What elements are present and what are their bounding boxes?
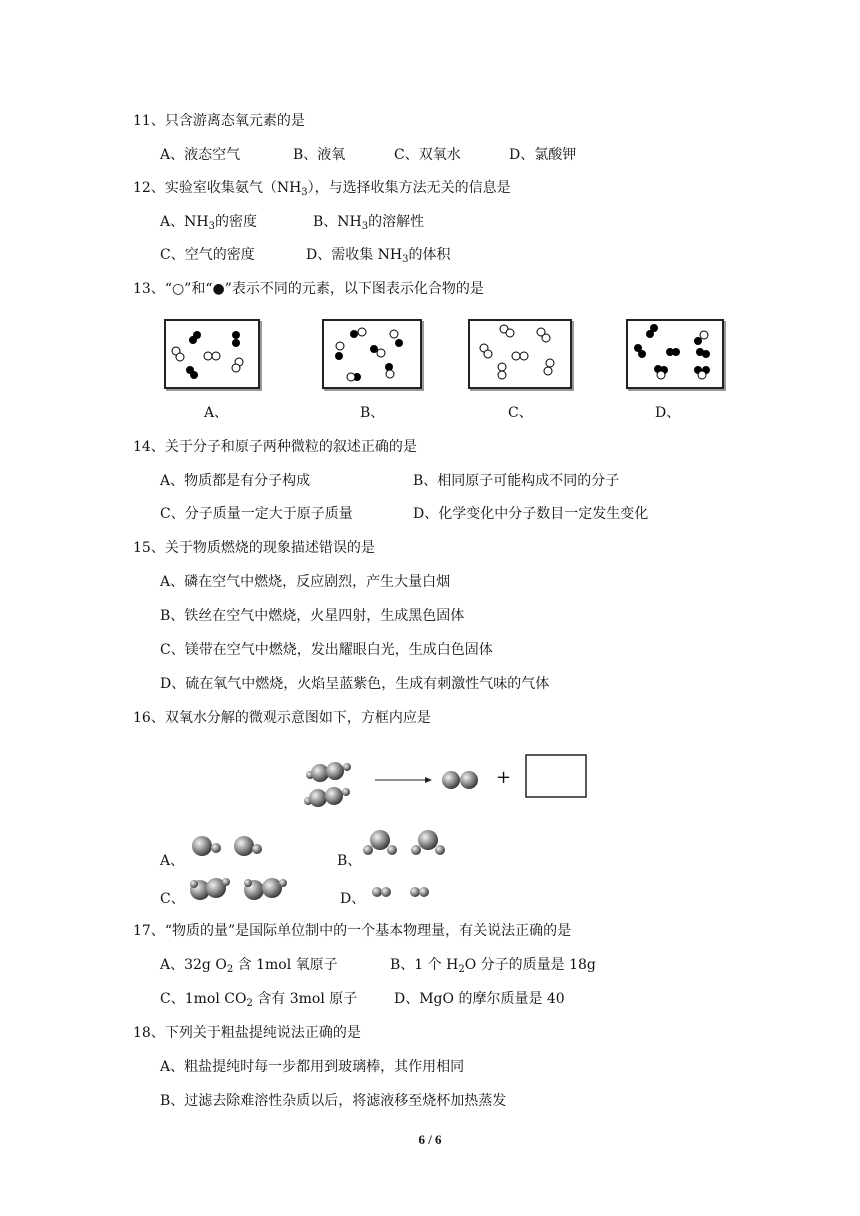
q16-label-d: D、 — [340, 891, 366, 907]
q12-option-b: B、$NH_3$的溶解性 — [313, 214, 425, 232]
answer-box — [526, 755, 586, 797]
page-number: 6 / 6 — [418, 1132, 442, 1147]
q16-stem: 16、双氧水分解的微观示意图如下，方框内应是 — [133, 710, 431, 726]
q14-stem: 14、关于分子和原子两种微粒的叙述正确的是 — [133, 439, 417, 455]
q11-option-b: B、液氧 — [293, 147, 346, 163]
q16-label-b: B、 — [337, 853, 362, 869]
q16-option-c-molecules — [188, 874, 298, 904]
q13-figure-a — [164, 319, 260, 389]
q13-label-b: B、 — [360, 405, 385, 421]
q18-option-a: A、粗盐提纯时每一步都用到玻璃棒，其作用相同 — [160, 1059, 465, 1075]
q16-reaction-diagram — [298, 750, 608, 820]
q17-option-c: C、1mol $CO_2$ 含有 3mol 原子 — [160, 991, 358, 1009]
q18-option-b: B、过滤去除难溶性杂质以后，将滤液移至烧杯加热蒸发 — [160, 1093, 507, 1109]
q15-option-b: B、铁丝在空气中燃烧，火星四射，生成黑色固体 — [160, 608, 465, 624]
q13-stem: 13、“○”和“●”表示不同的元素，以下图表示化合物的是 — [133, 281, 484, 297]
q12-option-a: A、$NH_3$的密度 — [160, 214, 257, 232]
q11-option-d: D、氯酸钾 — [509, 147, 577, 163]
molecule-diagram-d — [628, 321, 722, 387]
plus-sign: + — [496, 767, 512, 788]
o2-molecule — [442, 771, 478, 789]
q17-option-d: D、MgO 的摩尔质量是 40 — [394, 991, 565, 1007]
q11-option-c: C、双氧水 — [394, 147, 461, 163]
q15-stem: 15、关于物质燃烧的现象描述错误的是 — [133, 540, 375, 556]
q14-option-d: D、化学变化中分子数目一定发生变化 — [413, 506, 649, 522]
q12-stem: 12、实验室收集氨气$(NH_3)$，与选择收集方法无关的信息是 — [133, 180, 511, 198]
q13-label-d: D、 — [655, 405, 681, 421]
q16-option-b-molecules — [362, 826, 452, 860]
q11-option-a: A、液态空气 — [160, 147, 241, 163]
q15-option-c: C、镁带在空气中燃烧，发出耀眼白光，生成白色固体 — [160, 642, 493, 658]
q15-option-d: D、硫在氧气中燃烧，火焰呈蓝紫色，生成有刺激性气味的气体 — [160, 676, 550, 692]
q13-figure-b — [322, 319, 422, 389]
q13-figure-d — [626, 319, 724, 389]
q16-label-a: A、 — [160, 853, 185, 869]
q13-label-a: A、 — [204, 405, 229, 421]
q16-option-a-molecules — [190, 832, 270, 862]
q13-figure-c — [468, 319, 572, 389]
q18-stem: 18、下列关于粗盐提纯说法正确的是 — [133, 1025, 361, 1041]
q12-option-c: C、空气的密度 — [160, 247, 255, 263]
q17-option-b: B、1 个 $H_2O$ 分子的质量是 18g — [390, 957, 596, 975]
q14-option-c: C、分子质量一定大于原子质量 — [160, 506, 353, 522]
q13-label-c: C、 — [508, 405, 533, 421]
q16-option-d-molecules — [370, 882, 440, 902]
molecule-diagram-b — [324, 321, 420, 387]
molecule-diagram-a — [166, 321, 258, 387]
h2o2-molecule — [304, 787, 350, 807]
q17-stem: 17、“物质的量”是国际单位制中的一个基本物理量，有关说法正确的是 — [133, 923, 572, 939]
q14-option-a: A、物质都是有分子构成 — [160, 473, 311, 489]
q11-stem: 11、只含游离态氧元素的是 — [133, 113, 305, 129]
q14-option-b: B、相同原子可能构成不同的分子 — [413, 473, 620, 489]
q15-option-a: A、磷在空气中燃烧，反应剧烈，产生大量白烟 — [160, 574, 451, 590]
h2o2-molecule — [306, 762, 351, 782]
q17-option-a: A、32g $O_2$ 含 1mol 氧原子 — [160, 957, 338, 975]
q12-option-d: D、需收集 $NH_3$的体积 — [306, 247, 451, 265]
molecule-diagram-c — [470, 321, 570, 387]
q16-label-c: C、 — [160, 891, 185, 907]
